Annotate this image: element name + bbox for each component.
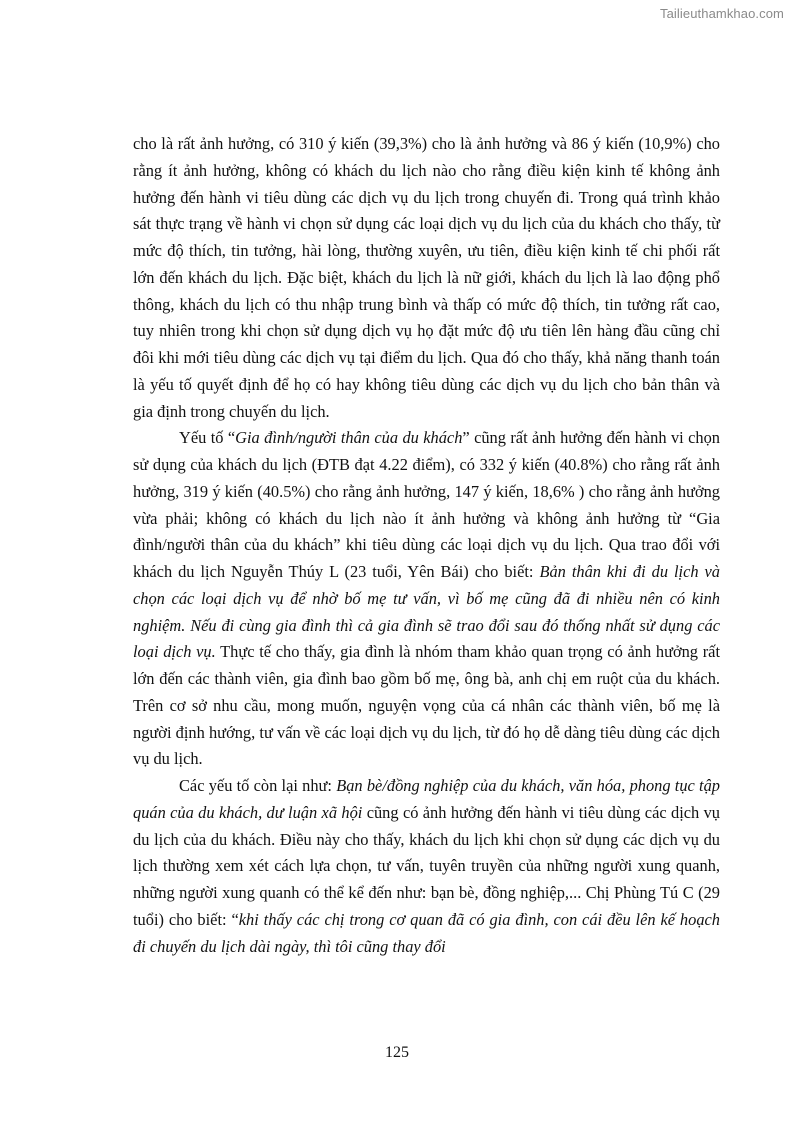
paragraph-2 (133, 425, 720, 773)
paragraph-text: Thực tế cho thấy, gia đình là nhóm tham khảo quan trọng có ảnh hưởng rất lớn đến các thành viên, gia đình bao gồm bố mẹ, ông bà, anh chị em ruột của du khách. Trên cơ sở nhu cầu, mong muốn, nguyện vọng của cá nhân các thành viên, bố mẹ là người định hướng, tư vấn về các loại dịch vụ du lịch, từ đó họ dễ dàng tiêu dùng các dịch vụ du lịch. (133, 642, 721, 769)
italic-term: Gia đình/người thân của du khách (235, 428, 463, 448)
italic-term: Bạn bè/đồng nghiệp của du khách, văn hóa, phong tục tập quán của du khách, dư luận xã hội (133, 776, 720, 822)
italic-quote: khi thấy các chị trong cơ quan đã có gia đình, con cái đều lên kế hoạch đi chuyến du lịch dài ngày, thì tôi cũng thay đổi (133, 909, 720, 956)
paragraph-text: ” cũng rất ảnh hưởng đến hành vi chọn sử dụng của khách du lịch (ĐTB đạt 4.22 điểm), có 332 ý kiến (40.8%) cho rằng rất ảnh hưởng, 319 ý kiến (40.5%) cho rằng ảnh hưởng, 147 ý kiến, 18,6% ) cho rằng ảnh hưởng vừa phải; không có khách du lịch nào ít ảnh hưởng và không ảnh hưởng từ “Gia đình/người thân của du khách” khi tiêu dùng các loại dịch vụ du lịch. Qua trao đổi với khách du lịch Nguyễn Thúy L (23 tuổi, Yên Bái) cho biết: (133, 428, 720, 581)
paragraph-3 (133, 773, 720, 960)
paragraph-text: cũng có ảnh hưởng đến hành vi tiêu dùng các dịch vụ du lịch của du khách. Điều này cho thấy, khách du lịch khi chọn sử dụng các dịch vụ du lịch thường xem xét cách lựa chọn, tư vấn, tuyên truyền của những người xung quanh, những người xung quanh có thể kể đến như: bạn bè, đồng nghiệp,... Chị Phùng Tú C (29 tuổi) cho biết: “ (133, 802, 720, 929)
italic-quote: Bản thân khi đi du lịch và chọn các loại dịch vụ để nhờ bố mẹ tư vấn, vì bố mẹ cũng đã đi nhiều nên có kinh nghiệm. Nếu đi cùng gia đình thì cả gia đình sẽ trao đổi sau đó thống nhất sử dụng các loại dịch vụ. (133, 562, 720, 662)
paragraph-text: Các yếu tố còn lại như: (179, 776, 337, 795)
document-body (133, 131, 720, 960)
paragraph-1 (133, 131, 720, 425)
paragraph-text: Yếu tố “ (179, 428, 236, 448)
page-number: 125 (385, 1044, 409, 1061)
watermark-text: Tailieuthamkhao.com (659, 6, 784, 21)
paragraph-text: cho là rất ảnh hưởng, có 310 ý kiến (39,3%) cho là ảnh hưởng và 86 ý kiến (10,9%) cho rằng ít ảnh hưởng, không có khách du lịch nào cho rằng điều kiện kinh tế không ảnh hưởng đến hành vi tiêu dùng các dịch vụ du lịch trong chuyến đi. Trong quá trình khảo sát thực trạng về hành vi chọn sử dụng các loại dịch vụ du lịch của du khách cho thấy, từ mức độ thích, tin tưởng, hài lòng, thường xuyên, ưu tiên, điều kiện kinh tế chi phối rất lớn đến khách du lịch. Đặc biệt, khách du lịch là nữ giới, khách du lịch là lao động phổ thông, khách du lịch có thu nhập trung bình và thấp có mức độ thích, tin tưởng rất cao, tuy nhiên trong khi chọn sử dụng dịch vụ họ đặt mức độ ưu tiên lên hàng đầu cũng chỉ đôi khi mới tiêu dùng các dịch vụ tại điểm du lịch. Qua đó cho thấy, khả năng thanh toán là yếu tố quyết định để họ có hay không tiêu dùng các dịch vụ du lịch cho bản thân và gia định trong chuyến du lịch. (133, 134, 720, 421)
